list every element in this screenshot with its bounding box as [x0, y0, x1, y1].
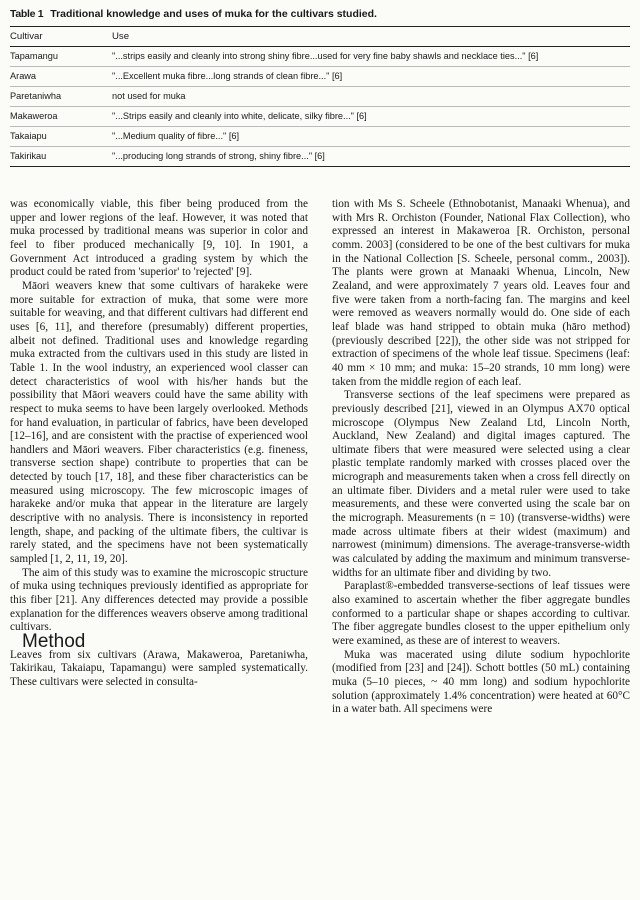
cell-use: "...strips easily and cleanly into strong shiny fibre...used for very fine baby shawls and necklace ties..." [6]	[112, 47, 630, 67]
cell-cultivar: Paretaniwha	[10, 87, 112, 107]
cell-cultivar: Takaiapu	[10, 127, 112, 147]
paragraph: was economically viable, this fiber being produced from the upper and lower regions of the leaf. However, it was noted that muka processed by traditional means was superior in color and feel to fiber produced mechanically [9, 10]. In 1901, a Government Act introduced a grading system by which the product could be rated from 'superior' to 'rejected' [9].	[10, 198, 308, 279]
paragraph: tion with Ms S. Scheele (Ethnobotanist, Manaaki Whenua), and with Mrs R. Orchiston (Founder, National Flax Collection), who expressed an interest in Makaweroa [R. Orchiston, personal comm. 2003] (considered to be one of the best cultivars for muka in the National Collection [S. Scheele, personal comm., 2003]). The plants were grown at Manaaki Whenua, Lincoln, New Zealand, and were approximately 7 years old. Leaves four and five were taken from a north-facing fan. The margins and keel were removed as weavers normally would do. One side of each leaf blade was hand stripped to obtain muka (hāro method) (previously described [22]), the other side was not stripped for extraction of specimens of the whole leaf tissue. Specimens (leaf: 40 mm × 10 mm; and muka: 15–20 strands, 10 mm long) were taken from the middle region of each leaf.	[332, 198, 630, 388]
table-row	[10, 127, 630, 147]
cell-use: not used for muka	[112, 87, 630, 107]
table-title-text: Traditional knowledge and uses of muka for the cultivars studied.	[50, 8, 377, 20]
table-row	[10, 67, 630, 87]
header-use: Use	[112, 27, 630, 47]
cell-cultivar: Arawa	[10, 67, 112, 87]
table-header-row	[10, 27, 630, 47]
table-row	[10, 107, 630, 127]
cell-cultivar: Takirikau	[10, 147, 112, 167]
paragraph: Muka was macerated using dilute sodium hypochlorite (modified from [23] and [24]). Schott bottles (50 mL) containing muka (5–10 pieces, ~ 40 mm long) and sodium hypochlorite solution (approximately 1.4% concentration) were heated at 60°C in a water bath. All specimens were	[332, 648, 630, 716]
header-cultivar: Cultivar	[10, 27, 112, 47]
cell-use: "...Excellent muka fibre...long strands of clean fibre..." [6]	[112, 67, 630, 87]
table-row	[10, 47, 630, 67]
cultivar-table	[10, 26, 630, 167]
cell-cultivar: Makaweroa	[10, 107, 112, 127]
paragraph: Māori weavers knew that some cultivars of harakeke were more suitable for extraction of muka, that some were more suitable for weaving, and that different cultivars had different end uses [6, 11], and therefore (presumably) different properties, albeit not defined. Traditional uses and knowledge regarding muka extracted from the cultivars used in this study are listed in Table 1. In the wool industry, an experienced wool classer can detect characteristics of wool with his/her hands but the possibility that Māori weavers could have the same ability with respect to muka seems to have been largely overlooked. Methods for hand evaluation, in particular of fabrics, have been developed [12–16], and are consistent with the practise of experienced wool handlers and Māori weavers. Fiber characteristics (e.g. fineness, transverse section shape) contribute to properties that can be detected by touch [17, 18], and these fiber characteristics can be measured using microscopy. The few microscopic images of harakeke and/or muka that appear in the literature are largely descriptive with no analysis. There is inconsistency in reported length, shape, and packing of the ultimate fibers, the cultivar is rarely stated, and the specimens have not been systematically sampled [1, 2, 11, 19, 20].	[10, 279, 308, 566]
cell-use: "...Medium quality of fibre..." [6]	[112, 127, 630, 147]
paragraph: Paraplast®-embedded transverse-sections of leaf tissues were also examined to ascertain whether the fiber aggregate bundles conformed to a particular shape or shapes according to cultivar. The fiber aggregate bundles closest to the upper epithelium only were examined, as these are of interest to weavers.	[332, 580, 630, 647]
paragraph: Leaves from six cultivars (Arawa, Makaweroa, Paretaniwha, Takirikau, Takaiapu, Tapamangu) were sampled systematically. These cultivars were selected in consulta-	[10, 648, 308, 688]
cell-cultivar: Tapamangu	[10, 47, 112, 67]
section-heading: Method	[22, 631, 86, 652]
left-column	[10, 198, 308, 690]
table-row	[10, 147, 630, 167]
table-1	[10, 8, 630, 167]
cell-use: "...Strips easily and cleanly into white, delicate, silky fibre..." [6]	[112, 107, 630, 127]
table-caption	[10, 8, 630, 20]
cell-use: "...producing long strands of strong, shiny fibre..." [6]	[112, 147, 630, 167]
paragraph: The aim of this study was to examine the microscopic structure of muka using techniques previously identified as appropriate for this fiber [21]. Any differences detected may provide a possible explanation for the differences weavers observe among traditional cultivars.	[10, 566, 308, 634]
right-column	[332, 198, 630, 717]
paragraph: Transverse sections of the leaf specimens were prepared as previously described [21], viewed in an Olympus AX70 optical microscope (Olympus New Zealand Ltd, Lincoln North, Auckland, New Zealand) and digital images captured. The ultimate fibers that were measured were selected using a clear plastic template randomly marked with crosses placed over the micrograph and measurements taken when a cross fell directly on an ultimate fiber. Dividers and a metal ruler were used to take measurements, and these were converted using the scale bar on the micrograph. Measurements (n = 10) (transverse-widths) were made across ultimate fibers at their widest (maximum) and narrowest (minimum) dimensions. The average-transverse-width was calculated by adding the maximum and minimum transverse-widths for an ultimate fiber and dividing by two.	[332, 389, 630, 579]
table-row	[10, 87, 630, 107]
table-label: Table 1	[10, 8, 44, 20]
